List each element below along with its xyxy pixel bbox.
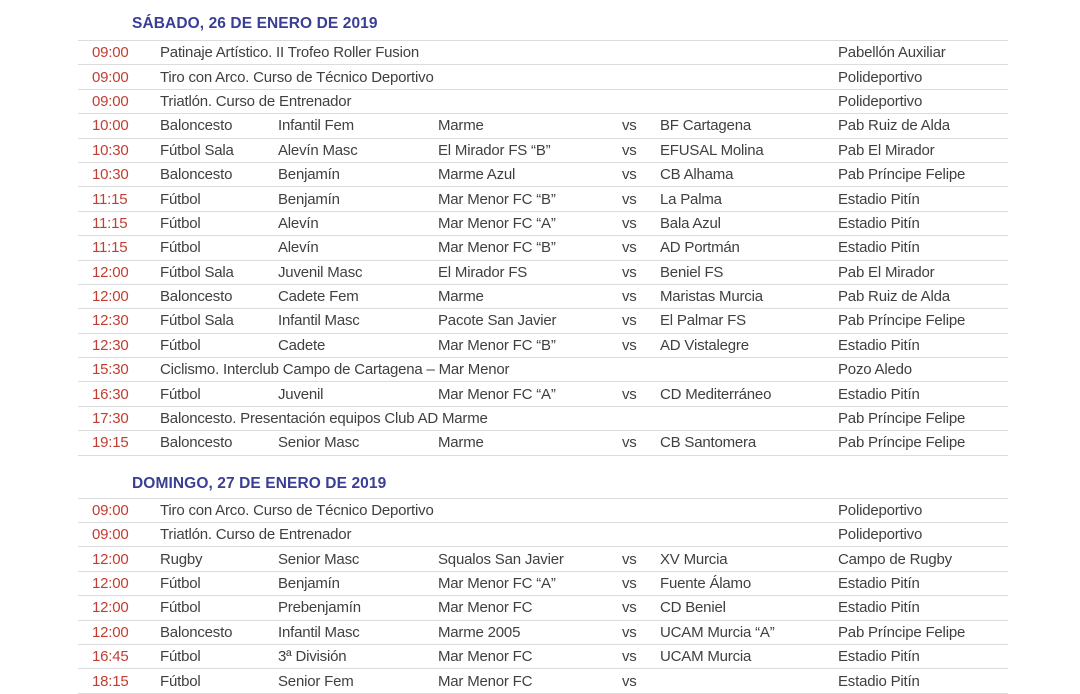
table-row (78, 90, 1008, 114)
table-row (78, 572, 1008, 596)
vs-label: vs (622, 385, 637, 403)
category-cell: Cadete Fem (278, 288, 359, 306)
vs-label: vs (622, 648, 637, 666)
table-row (78, 358, 1008, 382)
away-team-cell: BF Cartagena (660, 117, 751, 135)
vs-label: vs (622, 214, 637, 232)
venue-cell: Pab Príncipe Felipe (838, 410, 966, 428)
time-cell: 09:00 (92, 501, 129, 519)
time-cell: 12:00 (92, 550, 129, 568)
vs-label: vs (622, 312, 637, 330)
away-team-cell: UCAM Murcia “A” (660, 623, 775, 641)
home-team-cell: Mar Menor FC “B” (438, 336, 556, 354)
category-cell: Senior Fem (278, 672, 354, 690)
away-team-cell: XV Murcia (660, 550, 728, 568)
home-team-cell: Mar Menor FC (438, 648, 533, 666)
away-team-cell: AD Portmán (660, 239, 740, 257)
category-cell: Juvenil (278, 385, 324, 403)
away-team-cell: Beniel FS (660, 263, 724, 281)
category-cell: 3ª División (278, 648, 347, 666)
home-team-cell: Mar Menor FC “B” (438, 239, 556, 257)
table-row-partial (78, 669, 1008, 693)
table-row (78, 114, 1008, 138)
time-cell: 12:00 (92, 263, 129, 281)
time-cell: 12:30 (92, 336, 129, 354)
category-cell: Infantil Fem (278, 117, 354, 135)
category-cell: Juvenil Masc (278, 263, 363, 281)
away-team-cell: CB Santomera (660, 434, 756, 452)
sport-cell: Baloncesto (160, 288, 233, 306)
home-team-cell: Marme Azul (438, 166, 516, 184)
table-row (78, 139, 1008, 163)
sport-cell: Fútbol (160, 239, 201, 257)
time-cell: 12:00 (92, 575, 129, 592)
away-team-cell: EFUSAL Molina (660, 141, 764, 159)
category-cell: Alevín (278, 214, 319, 232)
schedule-table (78, 40, 1008, 456)
home-team-cell: Mar Menor FC “A” (438, 214, 556, 232)
time-cell: 15:30 (92, 361, 129, 379)
time-cell: 12:00 (92, 599, 129, 617)
home-team-cell: Mar Menor FC “A” (438, 385, 556, 403)
home-team-cell: Mar Menor FC (438, 672, 533, 690)
away-team-cell: CD Mediterráneo (660, 385, 772, 403)
venue-cell: Pab El Mirador (838, 141, 935, 159)
sport-cell: Fútbol Sala (160, 312, 234, 330)
table-row (78, 163, 1008, 187)
table-row (78, 499, 1008, 523)
event-description-cell: Ciclismo. Interclub Campo de Cartagena – Mar Menor (160, 361, 510, 379)
schedule-page (78, 0, 1008, 694)
table-row (78, 645, 1008, 669)
sport-cell: Baloncesto (160, 623, 233, 641)
table-row (78, 431, 1008, 455)
time-cell: 16:30 (92, 385, 129, 403)
category-cell: Infantil Masc (278, 623, 360, 641)
venue-cell: Pab Ruiz de Alda (838, 288, 950, 306)
table-row (78, 261, 1008, 285)
vs-label: vs (622, 166, 637, 184)
sport-cell: Fútbol (160, 214, 201, 232)
sport-cell: Fútbol Sala (160, 141, 234, 159)
home-team-cell: Mar Menor FC (438, 599, 533, 617)
vs-label: vs (622, 336, 637, 354)
event-description-cell: Triatlón. Curso de Entrenador (160, 526, 352, 544)
away-team-cell: AD Vistalegre (660, 336, 749, 354)
time-cell: 12:00 (92, 623, 129, 641)
time-cell: 16:45 (92, 648, 129, 666)
event-description-cell: Triatlón. Curso de Entrenador (160, 92, 352, 110)
category-cell: Benjamín (278, 166, 340, 184)
category-cell: Senior Masc (278, 550, 360, 568)
venue-cell: Pab El Mirador (838, 263, 935, 281)
venue-cell: Estadio Pitín (838, 214, 920, 232)
sport-cell: Baloncesto (160, 166, 233, 184)
table-row (78, 212, 1008, 236)
schedule-section (78, 474, 1008, 694)
home-team-cell: Marme 2005 (438, 623, 521, 641)
vs-label: vs (622, 575, 637, 592)
category-cell: Benjamín (278, 575, 340, 592)
time-cell: 12:30 (92, 312, 129, 330)
venue-cell: Campo de Rugby (838, 550, 952, 568)
sport-cell: Baloncesto (160, 434, 233, 452)
venue-cell: Pabellón Auxiliar (838, 44, 946, 62)
table-row (78, 41, 1008, 65)
schedule-section (78, 14, 1008, 456)
table-row (78, 407, 1008, 431)
venue-cell: Polideportivo (838, 92, 923, 110)
venue-cell: Estadio Pitín (838, 672, 920, 690)
vs-label: vs (622, 190, 637, 208)
venue-cell: Pab Príncipe Felipe (838, 434, 966, 452)
away-team-cell: Fuente Álamo (660, 575, 751, 592)
sport-cell: Fútbol (160, 672, 201, 690)
event-description-cell: Baloncesto. Presentación equipos Club AD Marme (160, 410, 488, 428)
venue-cell: Estadio Pitín (838, 385, 920, 403)
vs-label: vs (622, 263, 637, 281)
venue-cell: Pab Príncipe Felipe (838, 623, 966, 641)
away-team-cell: La Palma (660, 190, 722, 208)
away-team-cell: CB Alhama (660, 166, 734, 184)
venue-cell: Estadio Pitín (838, 190, 920, 208)
sport-cell: Fútbol (160, 336, 201, 354)
home-team-cell: Pacote San Javier (438, 312, 557, 330)
vs-label: vs (622, 434, 637, 452)
table-row (78, 621, 1008, 645)
time-cell: 18:15 (92, 672, 129, 690)
table-row (78, 382, 1008, 406)
venue-cell: Pab Príncipe Felipe (838, 166, 966, 184)
category-cell: Prebenjamín (278, 599, 361, 617)
time-cell: 10:30 (92, 166, 129, 184)
table-row (78, 236, 1008, 260)
schedule-table (78, 498, 1008, 694)
time-cell: 11:15 (92, 214, 128, 232)
home-team-cell: Mar Menor FC “B” (438, 190, 556, 208)
venue-cell: Pab Ruiz de Alda (838, 117, 950, 135)
category-cell: Alevín Masc (278, 141, 358, 159)
vs-label: vs (622, 672, 637, 690)
time-cell: 10:00 (92, 117, 129, 135)
table-row (78, 596, 1008, 620)
time-cell: 19:15 (92, 434, 129, 452)
time-cell: 11:15 (92, 190, 128, 208)
event-description-cell: Patinaje Artístico. II Trofeo Roller Fusion (160, 44, 420, 62)
category-cell: Senior Masc (278, 434, 360, 452)
vs-label: vs (622, 599, 637, 617)
home-team-cell: Marme (438, 117, 484, 135)
away-team-cell: Bala Azul (660, 214, 721, 232)
category-cell: Infantil Masc (278, 312, 360, 330)
away-team-cell: CD Beniel (660, 599, 726, 617)
sport-cell: Fútbol (160, 385, 201, 403)
venue-cell: Pab Príncipe Felipe (838, 312, 966, 330)
table-row (78, 65, 1008, 89)
table-row (78, 187, 1008, 211)
category-cell: Alevín (278, 239, 319, 257)
venue-cell: Pozo Aledo (838, 361, 912, 379)
venue-cell: Estadio Pitín (838, 336, 920, 354)
time-cell: 09:00 (92, 68, 129, 86)
vs-label: vs (622, 117, 637, 135)
home-team-cell: Squalos San Javier (438, 550, 564, 568)
time-cell: 17:30 (92, 410, 129, 428)
time-cell: 09:00 (92, 44, 129, 62)
sport-cell: Fútbol (160, 190, 201, 208)
venue-cell: Estadio Pitín (838, 648, 920, 666)
time-cell: 09:00 (92, 526, 129, 544)
sport-cell: Fútbol (160, 599, 201, 617)
sport-cell: Fútbol (160, 575, 201, 592)
away-team-cell: UCAM Murcia (660, 648, 752, 666)
event-description-cell: Tiro con Arco. Curso de Técnico Deportivo (160, 68, 434, 86)
home-team-cell: Marme (438, 288, 484, 306)
sport-cell: Baloncesto (160, 117, 233, 135)
table-row (78, 523, 1008, 547)
venue-cell: Estadio Pitín (838, 599, 920, 617)
vs-label: vs (622, 288, 637, 306)
vs-label: vs (622, 623, 637, 641)
table-row (78, 285, 1008, 309)
vs-label: vs (622, 141, 637, 159)
category-cell: Benjamín (278, 190, 340, 208)
home-team-cell: Marme (438, 434, 484, 452)
home-team-cell: El Mirador FS “B” (438, 141, 551, 159)
venue-cell: Polideportivo (838, 526, 923, 544)
event-description-cell: Tiro con Arco. Curso de Técnico Deportivo (160, 501, 434, 519)
venue-cell: Estadio Pitín (838, 239, 920, 257)
table-row (78, 547, 1008, 571)
away-team-cell: El Palmar FS (660, 312, 746, 330)
home-team-cell: Mar Menor FC “A” (438, 575, 556, 592)
table-row (78, 334, 1008, 358)
time-cell: 09:00 (92, 92, 129, 110)
away-team-cell: Maristas Murcia (660, 288, 763, 306)
vs-label: vs (622, 550, 637, 568)
venue-cell: Polideportivo (838, 68, 923, 86)
vs-label: vs (622, 239, 637, 257)
section-title: SÁBADO, 26 DE ENERO DE 2019 (132, 15, 378, 32)
category-cell: Cadete (278, 336, 326, 354)
time-cell: 10:30 (92, 141, 129, 159)
venue-cell: Polideportivo (838, 501, 923, 519)
sport-cell: Rugby (160, 550, 203, 568)
section-title: DOMINGO, 27 DE ENERO DE 2019 (132, 474, 387, 492)
venue-cell: Estadio Pitín (838, 575, 920, 592)
table-row (78, 309, 1008, 333)
time-cell: 12:00 (92, 288, 129, 306)
sport-cell: Fútbol (160, 648, 201, 666)
sport-cell: Fútbol Sala (160, 263, 234, 281)
time-cell: 11:15 (92, 239, 128, 257)
home-team-cell: El Mirador FS (438, 263, 528, 281)
